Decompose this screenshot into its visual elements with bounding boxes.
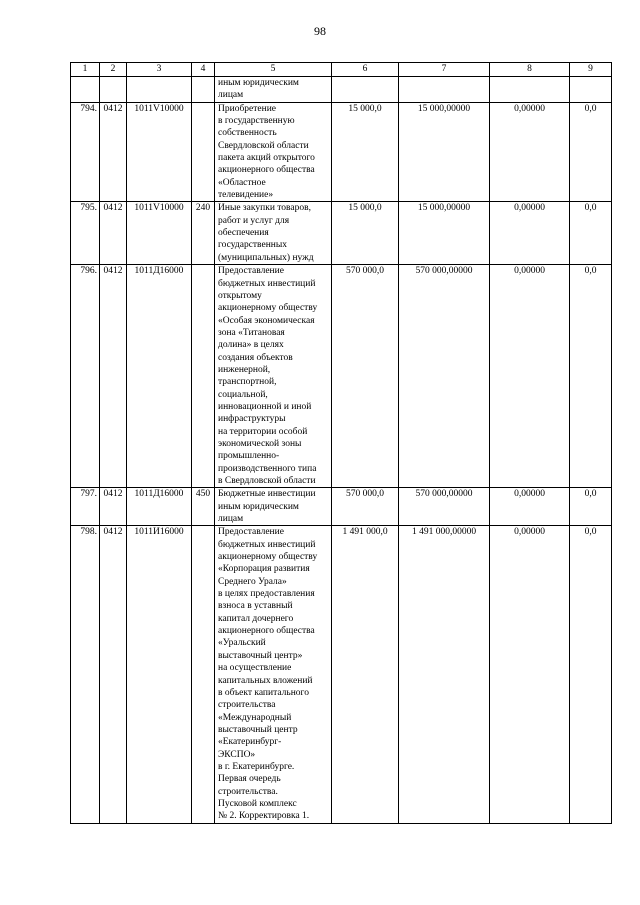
description-line: Свердловской области — [218, 140, 309, 151]
amount-zero-cell: 0,00000 — [490, 102, 570, 202]
target-article-cell — [127, 77, 192, 103]
description-line: пакета акций открытого — [218, 153, 315, 164]
header-cell: 1 — [71, 63, 100, 77]
target-article-cell: 1011Д16000 — [127, 265, 192, 488]
amount-extra-cell: 0,0 — [570, 265, 612, 488]
section-code-cell: 0412 — [100, 102, 127, 202]
description-line: лицам — [218, 90, 244, 101]
description-line: зона «Титановая — [218, 327, 285, 338]
description-line: в Свердловской области — [218, 476, 316, 486]
table-row — [71, 265, 612, 488]
description-line: на осуществление — [218, 663, 292, 674]
amount-zero-cell: 0,00000 — [490, 488, 570, 526]
description-line: в г. Екатеринбурге. — [218, 761, 295, 772]
description-line: выставочный центр — [218, 724, 298, 735]
description-line: социальной, — [218, 389, 268, 400]
amount-precise-cell: 570 000,00000 — [399, 488, 490, 526]
row-number-cell: 796. — [71, 265, 100, 488]
amount-cell: 15 000,0 — [332, 102, 399, 202]
amount-precise-cell: 1 491 000,00000 — [399, 526, 490, 823]
amount-precise-cell: 570 000,00000 — [399, 265, 490, 488]
description-line: инфраструктуры — [218, 414, 286, 425]
header-cell: 3 — [127, 63, 192, 77]
description-line: № 2. Корректировка 1. — [218, 811, 310, 822]
description-line: долина» в целях — [218, 340, 284, 351]
row-number-cell: 795. — [71, 202, 100, 265]
description-line: «Корпорация развития — [218, 564, 310, 575]
description-line: инновационной и иной — [218, 401, 312, 412]
header-cell: 6 — [332, 63, 399, 77]
description-line: Предоставление — [218, 266, 284, 277]
description-line: в объект капитального — [218, 687, 309, 698]
expense-type-cell — [192, 526, 215, 823]
header-cell: 2 — [100, 63, 127, 77]
description-cell — [215, 488, 332, 526]
section-code-cell: 0412 — [100, 526, 127, 823]
description-line: Среднего Урала» — [218, 576, 287, 587]
description-line: Первая очередь — [218, 774, 281, 785]
amount-extra-cell: 0,0 — [570, 202, 612, 265]
target-article-cell: 1011Д16000 — [127, 488, 192, 526]
description-line: государственных — [218, 240, 288, 251]
amount-zero-cell: 0,00000 — [490, 526, 570, 823]
header-cell: 4 — [192, 63, 215, 77]
table-row — [71, 526, 612, 823]
description-line: промышленно- — [218, 451, 280, 462]
description-line: капитальных вложений — [218, 675, 313, 686]
section-code-cell: 0412 — [100, 265, 127, 488]
description-line: на территории особой — [218, 426, 308, 437]
description-line: экономической зоны — [218, 438, 302, 449]
amount-zero-cell — [490, 77, 570, 103]
amount-extra-cell: 0,0 — [570, 526, 612, 823]
description-line: «Международный — [218, 712, 292, 723]
row-number-cell: 794. — [71, 102, 100, 202]
header-cell: 8 — [490, 63, 570, 77]
description-line: капитал дочернего — [218, 613, 294, 624]
target-article-cell: 1011V10000 — [127, 202, 192, 265]
header-cell: 5 — [215, 63, 332, 77]
description-cell — [215, 526, 332, 823]
amount-precise-cell — [399, 77, 490, 103]
description-line: создания объектов — [218, 352, 293, 363]
expense-type-cell: 450 — [192, 488, 215, 526]
description-line: открытому — [218, 290, 262, 301]
description-line: иным юридическим — [218, 501, 299, 512]
section-code-cell: 0412 — [100, 488, 127, 526]
description-line: Предоставление — [218, 527, 284, 538]
amount-cell: 570 000,0 — [332, 265, 399, 488]
description-line: лицам — [218, 514, 244, 525]
description-line: в целях предоставления — [218, 589, 315, 600]
section-code-cell — [100, 77, 127, 103]
amount-precise-cell: 15 000,00000 — [399, 202, 490, 265]
amount-cell: 570 000,0 — [332, 488, 399, 526]
description-cell — [215, 202, 332, 265]
description-line: Пусковой комплекс — [218, 798, 297, 809]
description-line: бюджетных инвестиций — [218, 278, 316, 289]
description-line: «Особая экономическая — [218, 315, 315, 326]
description-cell — [215, 265, 332, 488]
table-row — [71, 488, 612, 526]
row-number-cell — [71, 77, 100, 103]
description-line: ЭКСПО» — [218, 749, 256, 760]
description-line: выставочный центр» — [218, 650, 303, 661]
expense-type-cell: 240 — [192, 202, 215, 265]
table-row — [71, 202, 612, 265]
description-line: «Областное — [218, 177, 266, 188]
description-line: собственность — [218, 128, 277, 139]
description-line: телевидение» — [218, 190, 274, 201]
description-line: иным юридическим — [218, 78, 299, 88]
description-line: транспортной, — [218, 377, 277, 388]
amount-cell: 1 491 000,0 — [332, 526, 399, 823]
description-line: Иные закупки товаров, — [218, 203, 311, 214]
amount-cell: 15 000,0 — [332, 202, 399, 265]
description-line: строительства. — [218, 786, 278, 797]
amount-precise-cell: 15 000,00000 — [399, 102, 490, 202]
amount-extra-cell: 0,0 — [570, 102, 612, 202]
description-cell — [215, 102, 332, 202]
description-line: акционерному обществу — [218, 552, 318, 563]
header-row — [71, 63, 612, 77]
description-cell — [215, 77, 332, 103]
description-line: бюджетных инвестиций — [218, 539, 316, 550]
header-cell: 9 — [570, 63, 612, 77]
budget-table — [70, 62, 612, 824]
row-number-cell: 798. — [71, 526, 100, 823]
amount-extra-cell: 0,0 — [570, 488, 612, 526]
target-article-cell: 1011И16000 — [127, 526, 192, 823]
description-line: работ и услуг для — [218, 215, 290, 226]
amount-extra-cell — [570, 77, 612, 103]
target-article-cell: 1011V10000 — [127, 102, 192, 202]
table-row — [71, 102, 612, 202]
description-line: строительства — [218, 700, 276, 711]
expense-type-cell — [192, 77, 215, 103]
table-row — [71, 77, 612, 103]
description-line: Бюджетные инвестиции — [218, 489, 316, 500]
page-number: 98 — [314, 24, 326, 38]
expense-type-cell — [192, 102, 215, 202]
description-line: акционерного общества — [218, 165, 315, 176]
description-line: акционерному обществу — [218, 303, 318, 314]
description-line: инженерной, — [218, 364, 271, 375]
amount-zero-cell: 0,00000 — [490, 265, 570, 488]
header-cell: 7 — [399, 63, 490, 77]
expense-type-cell — [192, 265, 215, 488]
row-number-cell: 797. — [71, 488, 100, 526]
amount-cell — [332, 77, 399, 103]
section-code-cell: 0412 — [100, 202, 127, 265]
description-line: Приобретение — [218, 103, 276, 114]
description-line: обеспечения — [218, 228, 269, 239]
table-body — [71, 77, 612, 824]
description-line: акционерного общества — [218, 626, 315, 637]
description-line: взноса в уставный — [218, 601, 293, 612]
description-line: «Екатеринбург- — [218, 737, 282, 748]
description-line: «Уральский — [218, 638, 266, 649]
description-line: (муниципальных) нужд — [218, 252, 314, 263]
description-line: в государственную — [218, 116, 295, 127]
description-line: производственного типа — [218, 463, 317, 474]
amount-zero-cell: 0,00000 — [490, 202, 570, 265]
